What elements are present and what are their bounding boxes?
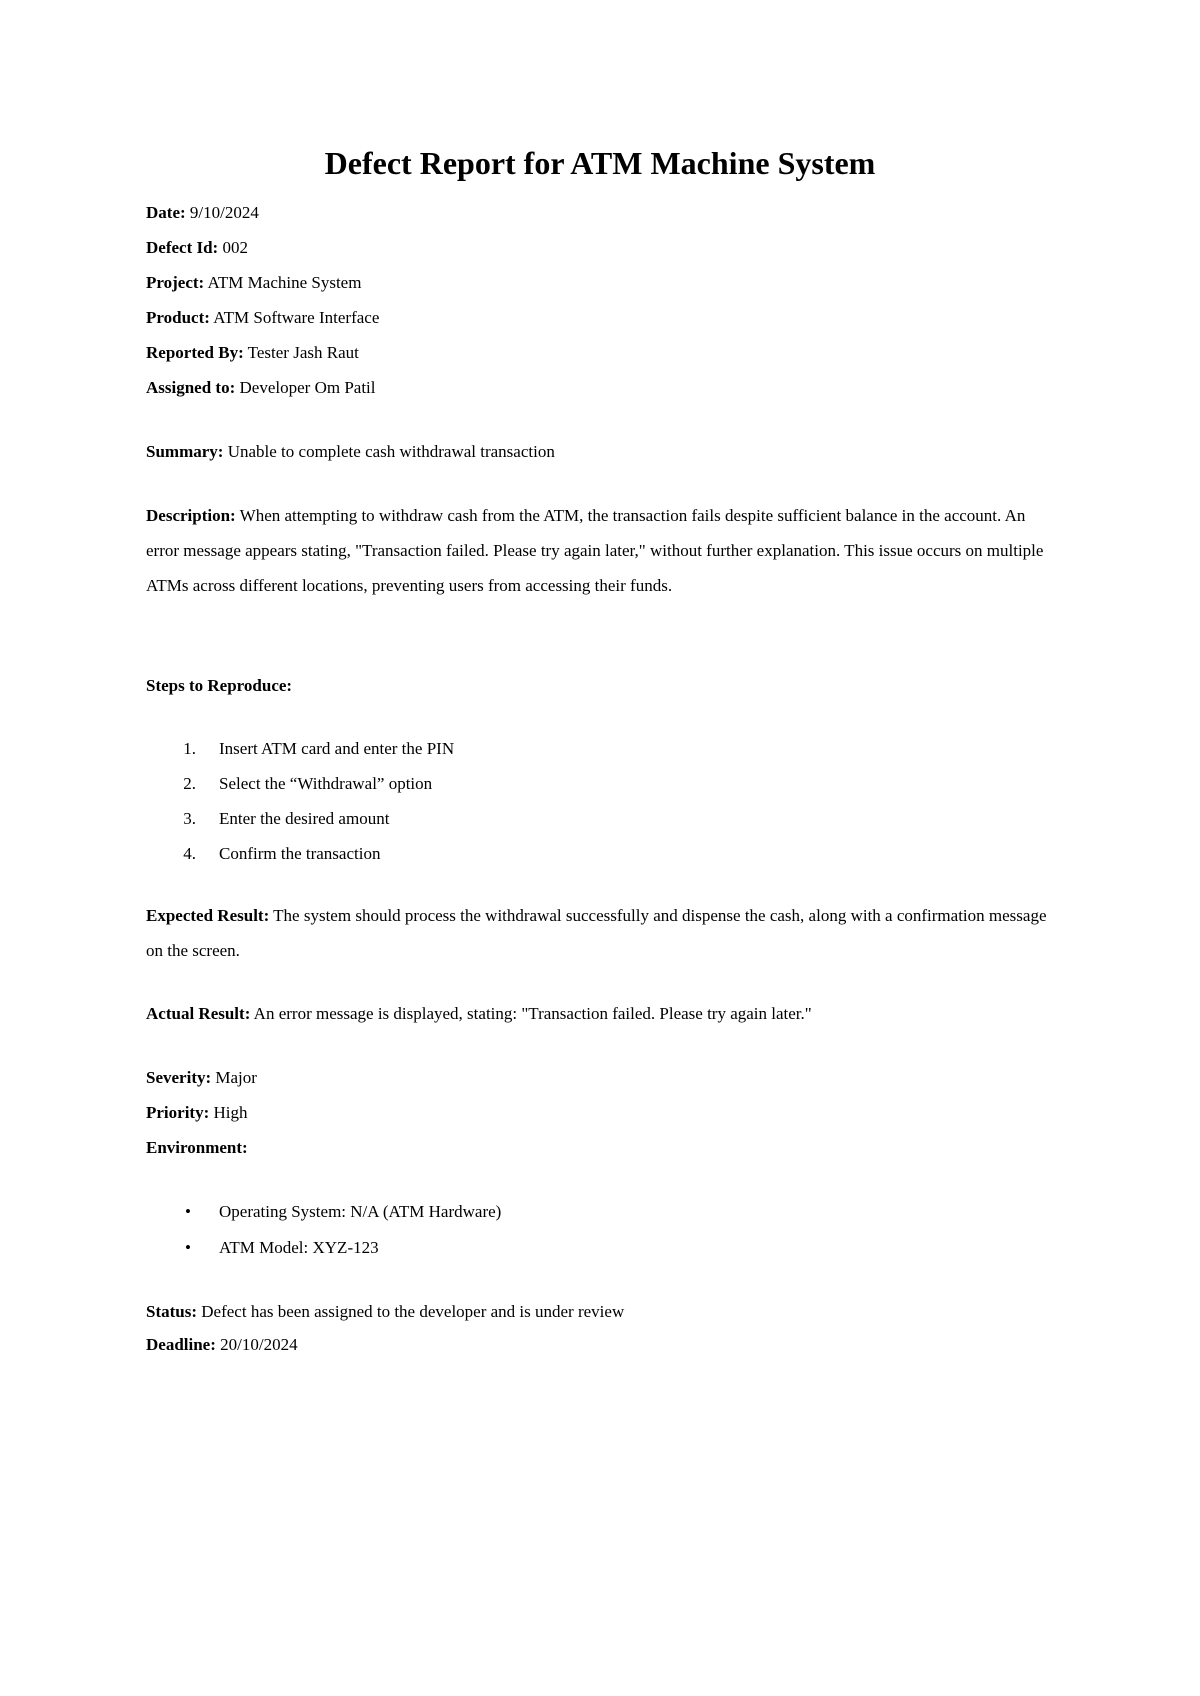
summary-section bbox=[146, 440, 555, 464]
actual-result-label: Actual Result: bbox=[146, 1004, 251, 1023]
step-number: 3. bbox=[183, 809, 196, 828]
status-value: Defect has been assigned to the developer and is under review bbox=[197, 1302, 625, 1321]
project-field bbox=[146, 271, 361, 295]
defect-id-label: Defect Id: bbox=[146, 238, 219, 257]
environment-label: Environment: bbox=[146, 1138, 248, 1157]
priority-field bbox=[146, 1101, 248, 1125]
reported-by-field bbox=[146, 341, 359, 365]
priority-value: High bbox=[209, 1103, 248, 1122]
step-item: Insert ATM card and enter the PIN bbox=[219, 739, 455, 758]
step-number: 4. bbox=[183, 844, 196, 863]
defect-id-value: 002 bbox=[218, 238, 248, 257]
document-title: Defect Report for ATM Machine System bbox=[324, 145, 876, 181]
bullet-icon: • bbox=[185, 1238, 191, 1257]
priority-label: Priority: bbox=[146, 1103, 210, 1122]
description-label: Description: bbox=[146, 506, 236, 525]
assigned-to-value: Developer Om Patil bbox=[235, 378, 376, 397]
date-field bbox=[146, 201, 259, 225]
product-value: ATM Software Interface bbox=[209, 308, 380, 327]
product-label: Product: bbox=[146, 308, 210, 327]
date-label: Date: bbox=[146, 203, 186, 222]
reported-by-value: Tester Jash Raut bbox=[243, 343, 359, 362]
severity-field bbox=[146, 1066, 257, 1090]
project-label: Project: bbox=[146, 273, 205, 292]
assigned-to-field bbox=[146, 376, 375, 400]
defect-id-field bbox=[146, 236, 248, 260]
project-value: ATM Machine System bbox=[204, 273, 362, 292]
description-value: When attempting to withdraw cash from the ATM, the transaction fails despite sufficient balance in the account. An error message appears stating, "Transaction failed. Please try again later," without further explanation. This issue occurs on multiple ATMs across different locations, preventing users from accessing their funds. bbox=[146, 506, 1044, 595]
actual-result-value: An error message is displayed, stating: "Transaction failed. Please try again later." bbox=[250, 1004, 812, 1023]
step-number: 2. bbox=[183, 774, 196, 793]
deadline-label: Deadline: bbox=[146, 1335, 216, 1354]
bullet-icon: • bbox=[185, 1202, 191, 1221]
environment-item: Operating System: N/A (ATM Hardware) bbox=[219, 1202, 502, 1221]
summary-label: Summary: bbox=[146, 442, 224, 461]
environment-item: ATM Model: XYZ-123 bbox=[219, 1238, 379, 1257]
product-field bbox=[146, 306, 379, 330]
description-section bbox=[146, 498, 1056, 603]
step-item: Select the “Withdrawal” option bbox=[219, 774, 433, 793]
expected-result-value: The system should process the withdrawal successfully and dispense the cash, along with a confirmation message on the screen. bbox=[146, 906, 1047, 960]
step-number: 1. bbox=[183, 739, 196, 758]
expected-result-label: Expected Result: bbox=[146, 906, 270, 925]
actual-result-section bbox=[146, 1002, 812, 1026]
status-field bbox=[146, 1300, 624, 1324]
deadline-value: 20/10/2024 bbox=[215, 1335, 298, 1354]
status-label: Status: bbox=[146, 1302, 198, 1321]
steps-label: Steps to Reproduce: bbox=[146, 676, 293, 695]
reported-by-label: Reported By: bbox=[146, 343, 244, 362]
steps-heading bbox=[146, 674, 292, 698]
step-item: Enter the desired amount bbox=[219, 809, 390, 828]
step-item: Confirm the transaction bbox=[219, 844, 381, 863]
deadline-field bbox=[146, 1333, 298, 1357]
assigned-to-label: Assigned to: bbox=[146, 378, 236, 397]
expected-result-section bbox=[146, 898, 1056, 968]
severity-value: Major bbox=[211, 1068, 257, 1087]
summary-value: Unable to complete cash withdrawal transaction bbox=[223, 442, 555, 461]
environment-heading bbox=[146, 1136, 248, 1160]
date-value: 9/10/2024 bbox=[185, 203, 259, 222]
severity-label: Severity: bbox=[146, 1068, 212, 1087]
